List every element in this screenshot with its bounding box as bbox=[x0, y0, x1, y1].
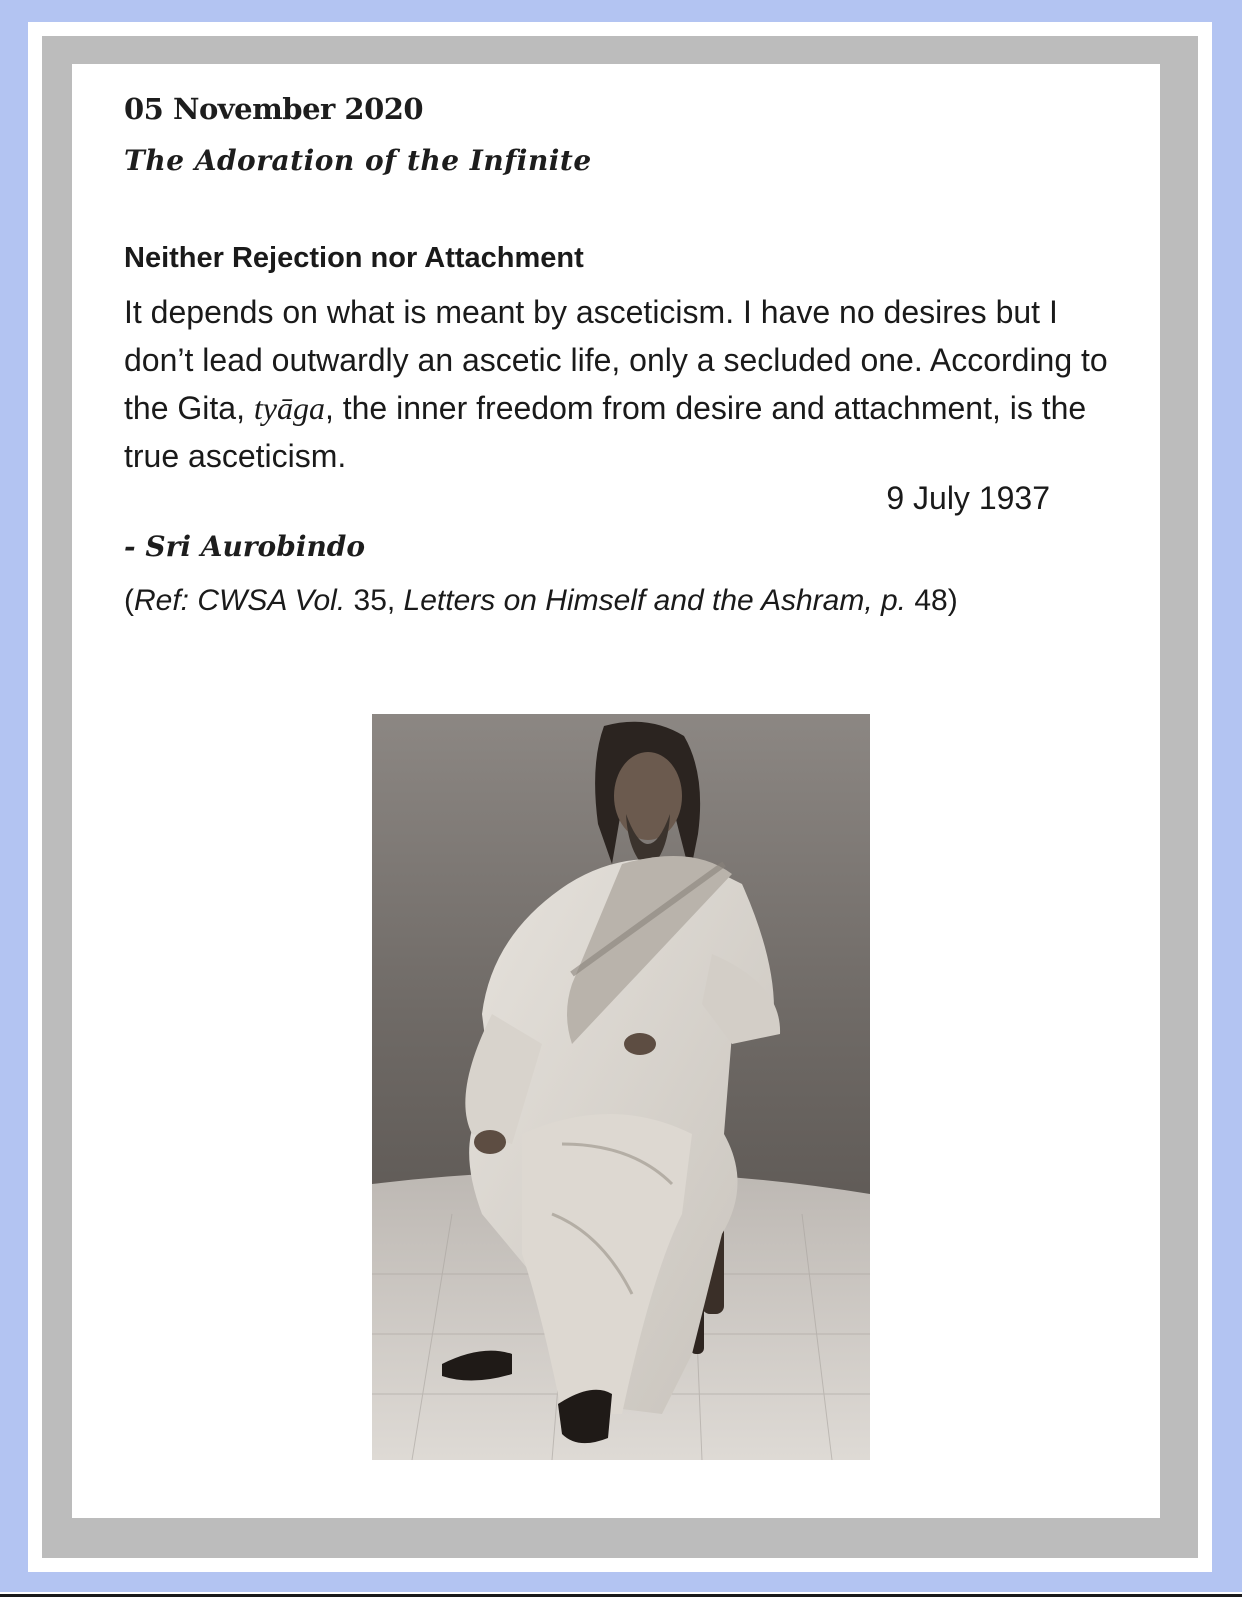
bottom-rule bbox=[0, 1594, 1242, 1597]
quote-text bbox=[124, 288, 1134, 480]
ref-work: Letters on Himself and the Ashram, p. bbox=[403, 584, 907, 617]
portrait-photo-icon bbox=[372, 714, 870, 1460]
quote-term: tyāga bbox=[253, 390, 325, 426]
reference bbox=[124, 584, 958, 618]
series-title: The Adoration of the Infinite bbox=[124, 144, 592, 177]
post-date: 05 November 2020 bbox=[124, 92, 424, 126]
ref-close: ) bbox=[947, 584, 958, 617]
quote-heading: Neither Rejection nor Attachment bbox=[124, 242, 584, 274]
quote-date: 9 July 1937 bbox=[886, 480, 1050, 516]
ref-label: Ref: CWSA Vol. bbox=[134, 584, 346, 617]
ref-volume: 35, bbox=[345, 584, 404, 617]
ref-open: ( bbox=[124, 584, 134, 617]
portrait-drawing bbox=[372, 714, 870, 1460]
page bbox=[72, 64, 1160, 1518]
author: - Sri Aurobindo bbox=[124, 530, 366, 563]
quote-part-2: , the inner freedom from desire and attachment, is the true asceticism. bbox=[124, 390, 1087, 474]
quote-part-1: It depends on what is meant by asceticism. I have no desires but I don’t lead outwardly an ascetic life, only a secluded one. According to the Gita, bbox=[124, 294, 1108, 426]
ref-page: 48 bbox=[906, 584, 948, 617]
